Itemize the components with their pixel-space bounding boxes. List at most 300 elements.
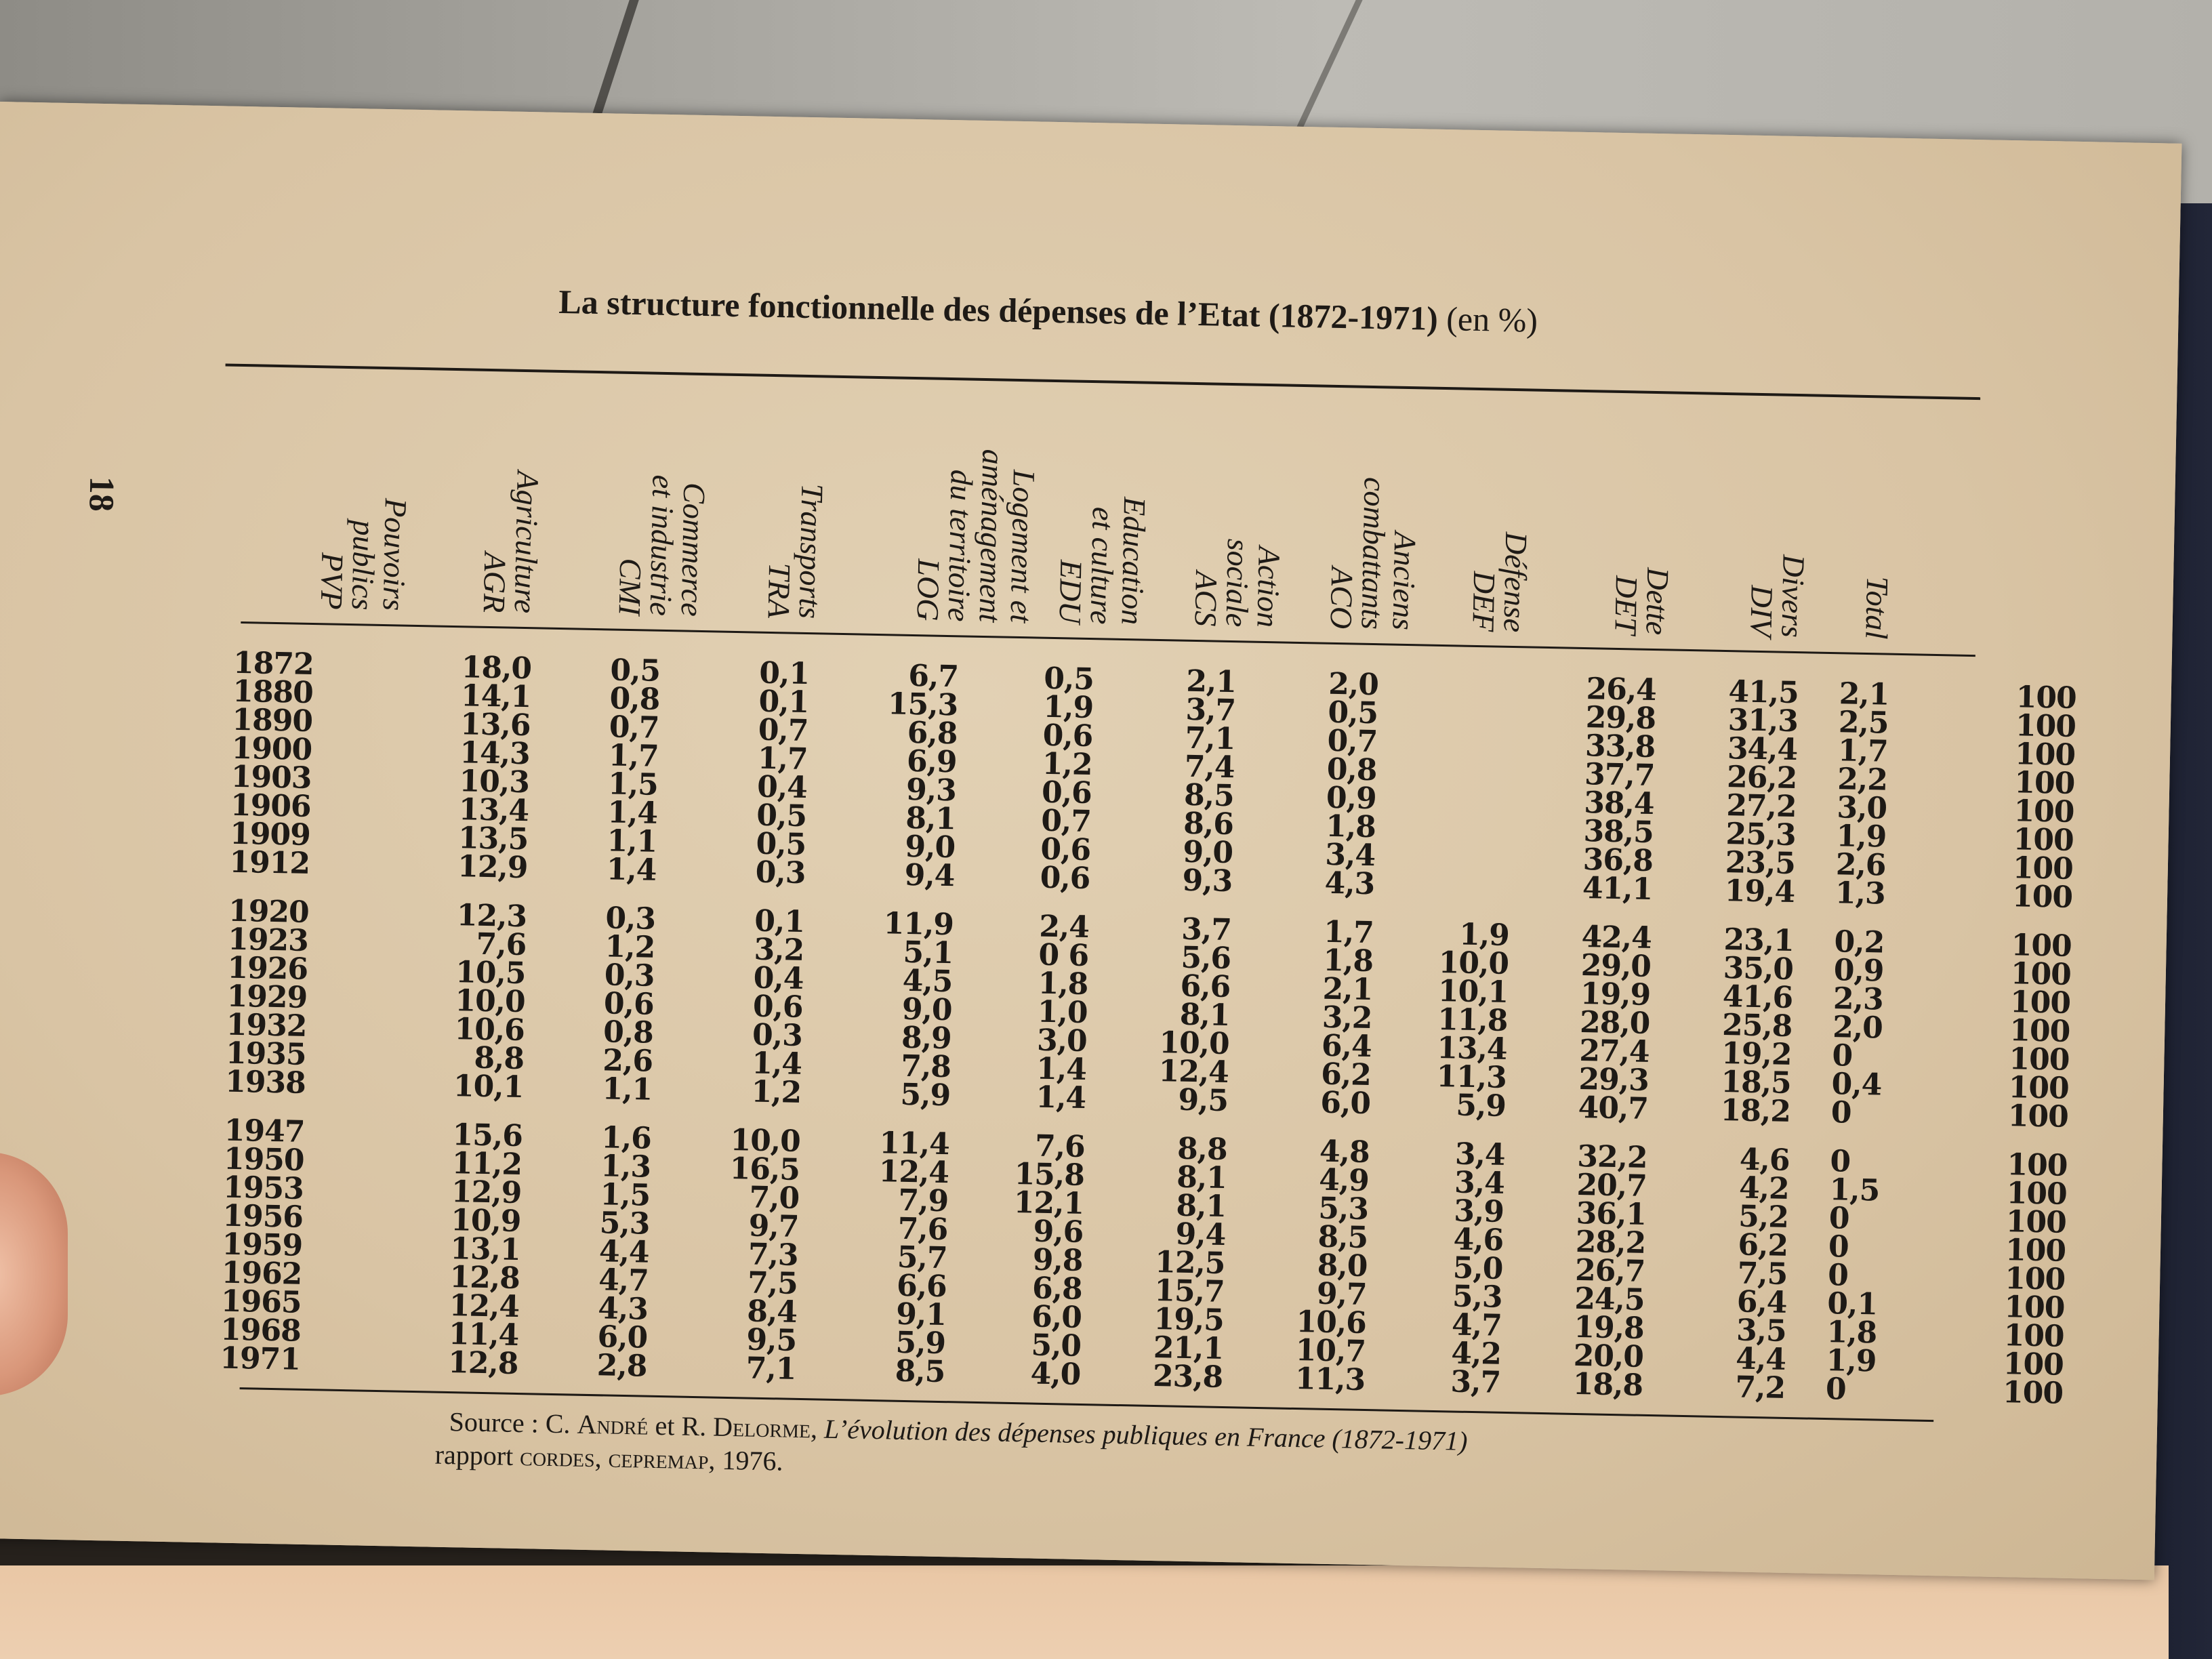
value-cell: 10,1 bbox=[453, 1068, 524, 1105]
value-cell: 4,0 bbox=[1030, 1356, 1081, 1392]
value-cell: 9,0 bbox=[905, 829, 956, 865]
value-cell: 37,7 bbox=[1584, 756, 1655, 793]
value-cell: 41,6 bbox=[1722, 979, 1793, 1015]
value-cell: 9,5 bbox=[746, 1322, 797, 1358]
book-page bbox=[0, 102, 2182, 1580]
value-cell: 6,0 bbox=[1319, 1085, 1371, 1121]
value-cell: 100 bbox=[2004, 1261, 2066, 1297]
value-cell: 100 bbox=[2011, 927, 2072, 964]
column-header bbox=[315, 352, 470, 626]
table-title bbox=[558, 282, 1538, 340]
page-number: 18 bbox=[81, 476, 121, 512]
value-cell: 7,6 bbox=[897, 1211, 948, 1247]
value-cell: 9,4 bbox=[904, 857, 955, 893]
column-header-line: AGR bbox=[476, 552, 513, 613]
value-cell: 1,5 bbox=[1829, 1172, 1880, 1208]
value-cell: 100 bbox=[2012, 850, 2074, 886]
column-header-line: et industrie bbox=[643, 474, 681, 617]
value-cell: 27,2 bbox=[1725, 787, 1797, 824]
value-cell: 10,6 bbox=[1296, 1304, 1367, 1340]
value-cell: 11,3 bbox=[1294, 1361, 1366, 1397]
value-cell: 4,2 bbox=[1738, 1170, 1790, 1206]
value-cell: 12,4 bbox=[449, 1288, 520, 1324]
year-cell: 1938 bbox=[224, 1064, 306, 1101]
value-cell: 3,4 bbox=[1454, 1165, 1505, 1201]
value-cell: 11,9 bbox=[883, 905, 954, 942]
value-cell: 25,8 bbox=[1721, 1007, 1793, 1044]
source-year: , 1976. bbox=[708, 1444, 783, 1477]
value-cell: 29,0 bbox=[1580, 947, 1652, 984]
value-cell: 0,3 bbox=[604, 957, 655, 994]
value-cell: 1,7 bbox=[1837, 733, 1889, 769]
value-cell: 5,0 bbox=[1031, 1328, 1082, 1364]
column-header-line: sociale bbox=[1219, 538, 1256, 628]
value-cell: 4,7 bbox=[1451, 1307, 1502, 1343]
value-cell: 100 bbox=[2003, 1317, 2065, 1354]
value-cell: 1,1 bbox=[607, 823, 657, 859]
value-cell: 18,2 bbox=[1720, 1092, 1791, 1129]
source-note-line2: rapport cordes, cepremap, 1976. bbox=[434, 1439, 783, 1477]
value-cell: 26,2 bbox=[1726, 759, 1797, 796]
value-cell: 6,4 bbox=[1736, 1284, 1787, 1320]
value-cell: 26,4 bbox=[1586, 671, 1657, 708]
value-cell: 13,4 bbox=[458, 792, 529, 828]
value-cell: 1,7 bbox=[757, 741, 808, 777]
value-cell: 0,5 bbox=[1043, 661, 1094, 697]
column-header-text bbox=[1860, 382, 2014, 649]
value-cell: 100 bbox=[2015, 708, 2076, 744]
value-cell: 4,4 bbox=[1735, 1341, 1786, 1377]
value-cell: 100 bbox=[2008, 1069, 2070, 1106]
value-cell: 10,0 bbox=[1438, 945, 1509, 981]
value-cell: 3,0 bbox=[1837, 790, 1887, 826]
value-cell: 38,5 bbox=[1583, 813, 1654, 850]
value-cell: 10,6 bbox=[454, 1011, 525, 1048]
value-cell: 11,4 bbox=[448, 1316, 519, 1353]
value-cell: 1,8 bbox=[1322, 943, 1374, 979]
year-cell: 1953 bbox=[222, 1170, 304, 1206]
value-cell: 6,0 bbox=[1031, 1299, 1082, 1335]
column-header-line: DET bbox=[1608, 575, 1645, 635]
value-cell: 7,2 bbox=[1735, 1370, 1786, 1406]
column-header-text bbox=[1054, 366, 1208, 633]
column-header-line: Agriculture bbox=[508, 470, 546, 614]
value-cell: 9,7 bbox=[1316, 1276, 1368, 1312]
value-cell: 100 bbox=[2009, 1041, 2070, 1078]
value-cell: 16,5 bbox=[729, 1151, 800, 1187]
value-cell: 0,6 bbox=[603, 985, 655, 1022]
value-cell: 6,6 bbox=[896, 1268, 947, 1304]
value-cell: 1,2 bbox=[605, 928, 655, 965]
value-cell: 0,2 bbox=[1834, 924, 1885, 960]
value-cell: 9,0 bbox=[901, 991, 953, 1027]
value-cell: 29,8 bbox=[1585, 699, 1656, 736]
year-cell: 1872 bbox=[232, 645, 314, 682]
value-cell: 13,4 bbox=[1436, 1030, 1508, 1067]
year-cell: 1909 bbox=[229, 816, 311, 853]
year-cell: 1971 bbox=[219, 1340, 301, 1377]
column-header bbox=[912, 363, 1066, 637]
value-cell: 3,7 bbox=[1450, 1364, 1501, 1400]
year-cell: 1959 bbox=[222, 1227, 303, 1263]
value-cell: 0,5 bbox=[756, 798, 807, 834]
value-cell: 0,1 bbox=[754, 903, 805, 939]
value-cell: 100 bbox=[2007, 1098, 2069, 1134]
value-cell: 100 bbox=[2011, 878, 2073, 915]
value-cell: 34,4 bbox=[1727, 731, 1798, 767]
value-cell: 20,0 bbox=[1573, 1338, 1644, 1374]
value-cell: 2,6 bbox=[1835, 846, 1886, 883]
value-cell: 12,1 bbox=[1013, 1185, 1084, 1221]
value-cell: 0 6 bbox=[1038, 937, 1089, 973]
column-header bbox=[613, 358, 768, 632]
value-cell: 0,3 bbox=[605, 900, 656, 937]
value-cell: 0,9 bbox=[1326, 780, 1377, 816]
value-cell: 15,7 bbox=[1153, 1273, 1225, 1309]
column-header-line: DIV bbox=[1744, 584, 1780, 638]
value-cell: 100 bbox=[2013, 764, 2075, 801]
value-cell bbox=[1376, 798, 1512, 801]
year-cell: 1900 bbox=[231, 731, 312, 767]
value-cell: 12,4 bbox=[878, 1153, 949, 1190]
column-header bbox=[1467, 374, 1622, 648]
value-cell: 14,1 bbox=[460, 678, 531, 714]
value-cell: 6,7 bbox=[907, 658, 959, 694]
column-header bbox=[478, 355, 632, 629]
value-cell: 6,0 bbox=[597, 1319, 648, 1355]
value-cell bbox=[1376, 827, 1511, 830]
value-cell: 10,0 bbox=[1159, 1025, 1230, 1061]
column-header-line: Transports bbox=[792, 483, 830, 619]
value-cell: 4,6 bbox=[1453, 1221, 1504, 1258]
value-cell: 3,4 bbox=[1454, 1136, 1506, 1172]
year-cell: 1880 bbox=[232, 674, 314, 710]
column-header-line: Dette bbox=[1639, 567, 1676, 636]
value-cell: 0,5 bbox=[610, 652, 661, 689]
value-cell: 9,4 bbox=[1175, 1216, 1226, 1252]
value-cell: 12,9 bbox=[457, 848, 528, 885]
source-org1: cordes bbox=[519, 1441, 596, 1473]
value-cell: 28,0 bbox=[1579, 1004, 1650, 1041]
value-cell: 0,4 bbox=[753, 960, 804, 996]
column-header-line: Défense bbox=[1497, 531, 1534, 633]
value-cell: 41,5 bbox=[1728, 674, 1799, 710]
value-cell: 10,0 bbox=[455, 983, 526, 1019]
value-cell: 3,9 bbox=[1453, 1193, 1504, 1229]
value-cell: 9,3 bbox=[1182, 863, 1233, 899]
value-cell: 2,0 bbox=[1832, 1009, 1883, 1046]
value-cell: 100 bbox=[2015, 679, 2077, 716]
value-cell: 12,4 bbox=[1158, 1053, 1229, 1090]
column-header-line: ACS bbox=[1188, 571, 1225, 627]
year-cell: 1903 bbox=[230, 759, 312, 796]
value-cell: 8,0 bbox=[1317, 1248, 1368, 1284]
value-cell: 4,5 bbox=[902, 963, 953, 999]
value-cell: 33,8 bbox=[1584, 728, 1656, 764]
value-cell: 0 bbox=[1825, 1371, 1847, 1407]
table-title-main: La structure fonctionnelle des dépenses de l’Etat (1872-1971) bbox=[558, 282, 1439, 337]
value-cell: 5,3 bbox=[599, 1205, 650, 1242]
value-cell: 1,9 bbox=[1836, 818, 1887, 855]
value-cell: 8,1 bbox=[1176, 1160, 1227, 1195]
value-cell: 100 bbox=[2005, 1232, 2066, 1269]
value-cell: 19,8 bbox=[1574, 1309, 1645, 1346]
value-cell: 100 bbox=[2002, 1374, 2064, 1411]
value-cell: 5,1 bbox=[903, 935, 954, 970]
column-header bbox=[1860, 382, 2015, 655]
value-cell: 11,2 bbox=[451, 1145, 523, 1182]
source-author1: André bbox=[577, 1408, 649, 1441]
value-cell: 9,1 bbox=[895, 1296, 947, 1332]
value-cell: 2,1 bbox=[1839, 676, 1889, 712]
value-cell: 1,1 bbox=[602, 1071, 653, 1107]
value-cell: 1,9 bbox=[1043, 689, 1094, 725]
value-cell: 19,9 bbox=[1580, 976, 1651, 1012]
value-cell: 2,0 bbox=[1328, 666, 1379, 702]
source-org2: cepremap bbox=[608, 1442, 709, 1475]
value-cell: 3,2 bbox=[754, 932, 804, 968]
value-cell: 4,4 bbox=[598, 1233, 650, 1270]
column-header-line: TRA bbox=[761, 562, 798, 619]
column-header-line: Logement et bbox=[1004, 469, 1042, 623]
value-cell: 3,2 bbox=[1322, 1000, 1372, 1036]
value-cell: 1,9 bbox=[1458, 917, 1510, 953]
value-cell: 5,9 bbox=[1455, 1088, 1507, 1124]
value-cell: 6,2 bbox=[1320, 1057, 1372, 1092]
source-and: et R. bbox=[655, 1410, 707, 1442]
value-cell: 1,2 bbox=[1042, 746, 1093, 782]
value-cell: 3,7 bbox=[1185, 692, 1236, 728]
value-cell: 27,4 bbox=[1578, 1033, 1650, 1069]
value-cell: 1,7 bbox=[608, 737, 659, 774]
value-cell: 5,3 bbox=[1317, 1191, 1369, 1227]
data-table bbox=[219, 645, 2077, 1428]
value-cell: 9,8 bbox=[1032, 1242, 1083, 1278]
year-cell: 1956 bbox=[222, 1198, 304, 1235]
value-cell: 0,7 bbox=[1327, 723, 1378, 759]
value-cell: 0,5 bbox=[756, 826, 806, 862]
year-cell: 1890 bbox=[232, 702, 313, 739]
table-row-group bbox=[229, 645, 2077, 915]
value-cell: 6,8 bbox=[1031, 1271, 1083, 1307]
value-cell: 1,3 bbox=[1835, 875, 1886, 912]
value-cell bbox=[1374, 884, 1510, 886]
value-cell: 3,5 bbox=[1736, 1313, 1787, 1349]
value-cell: 2,8 bbox=[596, 1347, 647, 1384]
source-prefix: Source : C. bbox=[449, 1406, 571, 1439]
value-cell: 10,0 bbox=[730, 1122, 801, 1159]
value-cell bbox=[1378, 684, 1514, 687]
column-header-line: DEF bbox=[1466, 571, 1502, 632]
value-cell: 12,8 bbox=[447, 1345, 518, 1381]
value-cell: 12,3 bbox=[456, 897, 527, 934]
value-cell: 8,8 bbox=[1176, 1131, 1228, 1167]
value-cell: 1,4 bbox=[751, 1046, 802, 1082]
value-cell: 9,7 bbox=[748, 1208, 799, 1244]
value-cell: 100 bbox=[2006, 1175, 2068, 1212]
value-cell: 40,7 bbox=[1578, 1090, 1649, 1126]
year-cell: 1926 bbox=[227, 950, 308, 987]
value-cell: 0,6 bbox=[1040, 860, 1090, 896]
value-cell: 4,3 bbox=[1324, 865, 1375, 901]
year-cell: 1950 bbox=[223, 1141, 305, 1178]
value-cell: 23,1 bbox=[1723, 922, 1795, 958]
source-author2: Delorme bbox=[712, 1411, 811, 1444]
value-cell: 100 bbox=[2009, 984, 2071, 1021]
value-cell: 10,9 bbox=[450, 1202, 521, 1239]
column-header-line: EDU bbox=[1052, 559, 1089, 624]
value-cell: 0,8 bbox=[609, 680, 660, 717]
column-header-text bbox=[613, 358, 767, 625]
column-header-line: du territoire bbox=[941, 469, 979, 622]
value-cell: 15,3 bbox=[887, 686, 958, 722]
column-header-line: Pouvoirs bbox=[376, 497, 413, 611]
column-header-line: Commerce bbox=[674, 482, 712, 617]
column-header-line: publics bbox=[345, 520, 382, 611]
value-cell: 29,3 bbox=[1578, 1061, 1650, 1098]
value-cell: 9,5 bbox=[1177, 1082, 1229, 1118]
source-rapport: rapport bbox=[434, 1439, 514, 1471]
value-cell: 2,1 bbox=[1322, 971, 1373, 1007]
year-cell: 1912 bbox=[229, 844, 310, 881]
value-cell: 5,9 bbox=[900, 1077, 951, 1113]
year-cell: 1932 bbox=[226, 1007, 307, 1044]
value-cell: 1,4 bbox=[606, 851, 657, 888]
value-cell: 0 bbox=[1828, 1229, 1849, 1265]
column-header-text bbox=[1189, 369, 1343, 636]
value-cell: 1,9 bbox=[1826, 1343, 1877, 1378]
value-cell: 4,6 bbox=[1739, 1142, 1790, 1178]
year-cell: 1965 bbox=[220, 1284, 302, 1320]
column-header-line: PVP bbox=[314, 552, 350, 611]
column-header-text bbox=[762, 361, 916, 628]
value-cell: 42,4 bbox=[1581, 919, 1652, 956]
value-cell: 1,4 bbox=[607, 794, 658, 831]
column-header-text bbox=[478, 355, 632, 622]
year-cell: 1920 bbox=[228, 893, 310, 930]
value-cell: 2,5 bbox=[1838, 704, 1889, 741]
value-cell: 9,3 bbox=[905, 772, 957, 808]
value-cell: 0 bbox=[1831, 1038, 1853, 1073]
value-cell: 100 bbox=[2003, 1346, 2064, 1382]
value-cell: 0,6 bbox=[1040, 832, 1091, 867]
value-cell: 1,0 bbox=[1037, 994, 1088, 1030]
column-header-text bbox=[1325, 371, 1479, 638]
value-cell: 6,9 bbox=[906, 743, 958, 779]
year-cell: 1935 bbox=[225, 1036, 307, 1072]
value-cell: 8,1 bbox=[1176, 1188, 1227, 1224]
value-cell: 23,8 bbox=[1152, 1358, 1223, 1395]
value-cell: 36,1 bbox=[1576, 1195, 1647, 1232]
value-cell: 35,0 bbox=[1723, 950, 1794, 987]
value-cell: 10,1 bbox=[1437, 973, 1509, 1010]
value-cell: 8,9 bbox=[901, 1020, 952, 1056]
value-cell: 7,0 bbox=[749, 1180, 800, 1216]
value-cell: 1,5 bbox=[600, 1176, 651, 1213]
value-cell: 36,8 bbox=[1582, 842, 1654, 878]
value-cell: 7,6 bbox=[1034, 1128, 1086, 1164]
value-cell: 8,6 bbox=[1183, 806, 1234, 842]
value-cell bbox=[1378, 713, 1513, 716]
value-cell: 2,3 bbox=[1832, 981, 1884, 1017]
value-cell: 38,4 bbox=[1583, 785, 1655, 821]
value-cell: 7,1 bbox=[745, 1350, 796, 1387]
value-cell: 12,5 bbox=[1154, 1244, 1225, 1281]
column-header-line: Total bbox=[1859, 575, 1896, 640]
value-cell: 18,5 bbox=[1721, 1064, 1792, 1101]
value-cell: 0 bbox=[1830, 1143, 1851, 1179]
value-cell: 1,3 bbox=[600, 1148, 651, 1185]
value-cell: 1,2 bbox=[751, 1074, 802, 1110]
source-work: L’évolution des dépenses publiques en France (1872-1971) bbox=[823, 1413, 1468, 1456]
column-header-text bbox=[1610, 377, 1763, 644]
column-header-line: combattants bbox=[1355, 476, 1393, 630]
column-header-line: Divers bbox=[1775, 554, 1811, 638]
value-cell: 14,3 bbox=[459, 735, 531, 771]
value-cell: 0,8 bbox=[1326, 752, 1377, 787]
value-cell: 5,2 bbox=[1738, 1199, 1789, 1235]
column-header-line: LOG bbox=[910, 558, 947, 621]
value-cell: 100 bbox=[2004, 1289, 2065, 1326]
value-cell: 13,6 bbox=[459, 706, 531, 743]
value-cell: 13,5 bbox=[457, 820, 529, 857]
value-cell: 1,8 bbox=[1826, 1314, 1877, 1350]
value-cell: 100 bbox=[2013, 821, 2074, 858]
year-cell: 1962 bbox=[221, 1255, 302, 1292]
value-cell: 8,5 bbox=[895, 1353, 945, 1389]
column-header bbox=[762, 361, 917, 634]
value-cell: 0 bbox=[1828, 1200, 1849, 1236]
value-cell: 11,4 bbox=[879, 1125, 950, 1162]
value-cell: 7,5 bbox=[747, 1265, 798, 1301]
value-cell: 18,0 bbox=[461, 649, 532, 686]
value-cell: 2,6 bbox=[602, 1042, 653, 1079]
value-cell: 8,1 bbox=[1179, 997, 1230, 1033]
value-cell: 4,3 bbox=[597, 1290, 649, 1327]
value-cell: 1,7 bbox=[1323, 914, 1374, 950]
column-header-text bbox=[1467, 374, 1621, 641]
value-cell: 4,2 bbox=[1450, 1335, 1502, 1372]
value-cell: 23,5 bbox=[1725, 844, 1796, 881]
value-cell: 0,7 bbox=[1040, 803, 1092, 839]
value-cell: 11,3 bbox=[1436, 1059, 1507, 1095]
value-cell: 100 bbox=[2005, 1204, 2067, 1240]
value-cell bbox=[1377, 741, 1513, 744]
value-cell: 7,1 bbox=[1185, 720, 1235, 756]
year-cell: 1906 bbox=[230, 787, 312, 824]
column-header bbox=[1189, 369, 1344, 642]
value-cell: 11,8 bbox=[1437, 1002, 1508, 1038]
value-cell: 7,8 bbox=[900, 1048, 951, 1084]
next-page-edge bbox=[0, 1565, 2169, 1659]
value-cell: 0,1 bbox=[758, 655, 810, 691]
value-cell: 25,3 bbox=[1725, 816, 1797, 853]
column-header-line: et culture bbox=[1084, 506, 1121, 625]
value-cell: 7,3 bbox=[747, 1237, 799, 1273]
value-cell: 0,1 bbox=[1826, 1286, 1878, 1322]
value-cell: 0,4 bbox=[1831, 1066, 1882, 1103]
value-cell: 18,8 bbox=[1572, 1366, 1643, 1403]
value-cell: 12,8 bbox=[449, 1259, 520, 1296]
year-cell: 1968 bbox=[220, 1312, 302, 1349]
value-cell: 4,9 bbox=[1318, 1162, 1370, 1198]
value-cell: 15,6 bbox=[452, 1117, 523, 1153]
column-header-text bbox=[912, 363, 1065, 630]
value-cell: 19,5 bbox=[1153, 1301, 1225, 1338]
value-cell: 8,4 bbox=[746, 1293, 798, 1330]
value-cell: 0,4 bbox=[756, 769, 808, 805]
value-cell: 10,5 bbox=[455, 954, 526, 991]
